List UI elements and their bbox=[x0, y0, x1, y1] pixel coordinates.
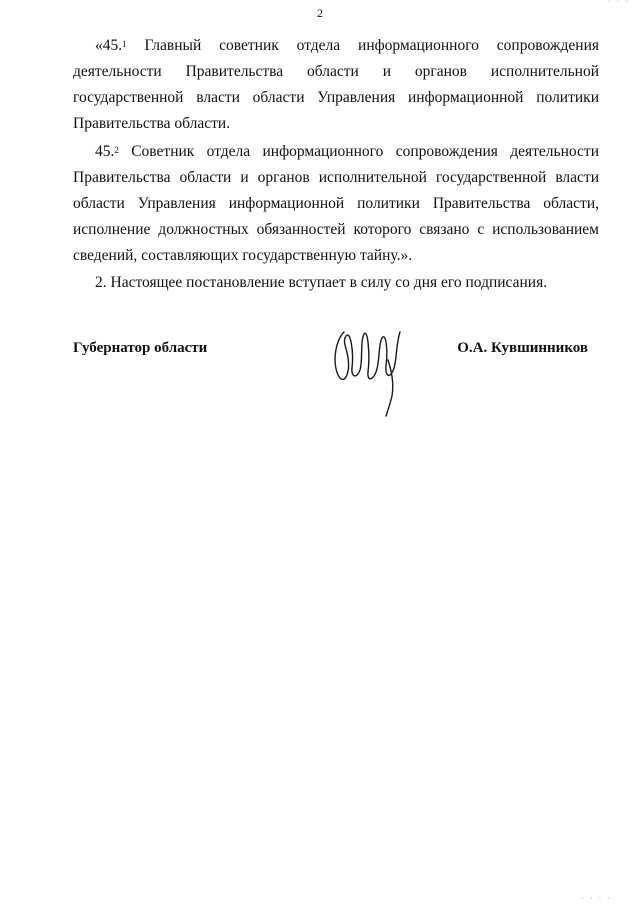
item-superscript: 1 bbox=[122, 39, 127, 49]
paragraph-text: Главный советник отдела информационного сопровождения деятельности Правительства области и органов исполнительной государственной власти области Управления информационной политики Правительства области. bbox=[73, 37, 599, 132]
page-number: 2 bbox=[317, 6, 323, 20]
scan-corner-mark-bottom: · · · · bbox=[581, 894, 612, 903]
signatory-title: Губернатор области bbox=[73, 340, 208, 356]
item-number: 45. bbox=[95, 143, 115, 160]
paragraph-45-1 bbox=[73, 33, 599, 137]
item-superscript: 2 bbox=[114, 145, 119, 155]
signatory-name: О.А. Кувшинников bbox=[457, 340, 588, 356]
paragraph-effective-date bbox=[73, 270, 599, 296]
paragraph-45-2 bbox=[73, 139, 599, 269]
handwritten-signature bbox=[330, 320, 410, 420]
paragraph-text: 2. Настоящее постановление вступает в силу со дня его подписания. bbox=[95, 274, 548, 291]
item-number: «45. bbox=[95, 37, 123, 54]
scan-corner-mark-top: · · · bbox=[608, 0, 630, 6]
paragraph-text: Советник отдела информационного сопровождения деятельности Правительства области и органов исполнительной государственной власти области Управления информационной политики Правительства области, исполнение должностных обязанностей которого связано с использованием сведений, составляющих государственную тайну.». bbox=[73, 143, 599, 264]
